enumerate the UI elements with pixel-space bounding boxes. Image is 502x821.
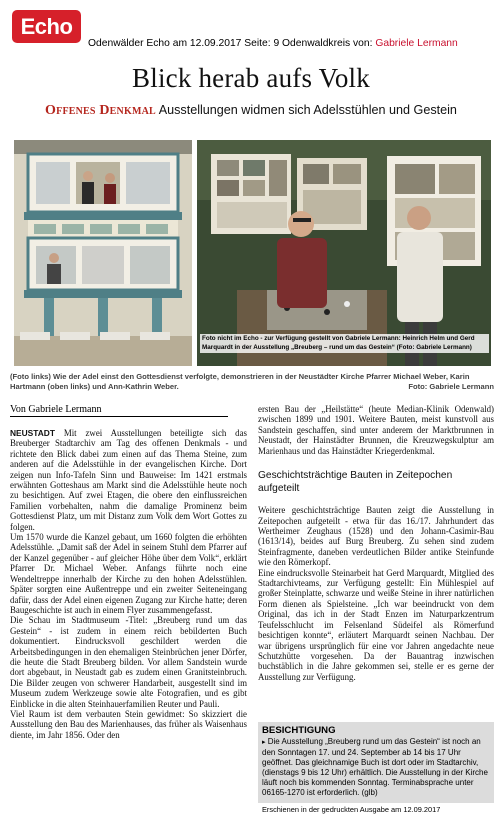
paragraph: ersten Bau der „Heilstätte“ (heute Median-Klinik Odenwald) zwischen 1899 und 1901. Weitere Bauten, meist kunstvoll aus Sandstein geschaffen, sind unter anderem der Marktbrunnen in Neustadt, der Hainstädter Brunnen, die Kreuzwegskulptur am Marienhaus und das Hainstädter Kriegerdenkmal. [258, 404, 494, 456]
info-box-text [262, 737, 490, 799]
section-subheading: Geschichtsträchtige Bauten in Zeitepochen aufgeteilt [258, 470, 453, 494]
kicker: Offenes Denkmal [45, 103, 156, 118]
triangle-marker-icon: ▸ [262, 739, 266, 746]
source-author: Gabriele Lermann [375, 38, 458, 49]
visiting-info-box [258, 722, 494, 803]
dateline: NEUSTADT [10, 428, 55, 438]
photo-exhibition [197, 140, 491, 366]
info-box-title: BESICHTIGUNG [262, 725, 336, 736]
article-column-right [258, 404, 494, 682]
headline: Blick herab aufs Volk [132, 63, 370, 93]
paragraph: Eine eindrucksvolle Steinarbeit hat Gerd Marquardt, Mitglied des Stadtarchivteams, zur Verfügung gestellt: Ein Mühlespiel auf großer Steinplatte, schwarze und weiße Steine in ihrer natürlichen Form dienen als Spielsteine. „Ich war beeindruckt von dem Original, das ich in der Stadt Enzen im Naturparkzentrum Teufelsschlucht im Felsenland Südeifel als Römerfund besichtigen konnte“, erläutert Marquardt seinen Nachbau. Der war übrigens ursprünglich für eine vor Jahren angedachte neue Schutzhütte vorgesehen. Da der Bauantrag inzwischen buchstäblich in die Jahre gekommen sei, stelle er es gerne der Ausstellung zur Verfügung. [258, 567, 494, 682]
subheadline-text: Ausstellungen widmen sich Adelsstühlen und Gestein [155, 103, 457, 117]
paragraph-text: Mit zwei Ausstellungen beteiligte sich das Breuberger Stadtarchiv am Tag des offenen Denkmals - und richtete den Blick dabei zum einen auf das Thema Steine, zum anderen auf die Adelsstühle in der evangelischen Kirche. Dort zeigen nun Info-Tafeln Sinn und Bauweise: Im 1421 erstmals erwähnten Gotteshaus am Markt sind die Adelsstühle heute noch zu besichtigen. Auf zwei Etagen, die obere den einflussreichen Familien vorbehalten, nahm die damalige Prominenz beim Gottesdienst Platz, um mit Distanz zum Volk dem Wort Gottes zu folgen. [10, 428, 247, 532]
paragraph: Weitere geschichtsträchtige Bauten zeigt die Ausstellung in Zeitepochen aufgeteilt - etwa für das 16./17. Jahrhundert das Wertheimer Zeughaus (1528) und den Johann-Casimir-Bau (1613/14), beides auf Burg Breuberg. Zu sehen sind zudem Steinfragmente, daneben verdeutlichen Bilder antike Steinfunde wie den Römerkopf. [258, 505, 494, 568]
paragraph: Um 1570 wurde die Kanzel gebaut, um 1660 folgten die erhöhten Adelsstühle. „Damit saß der Adel in seinem Stuhl dem Pfarrer auf der Kanzel gegenüber - auf gleicher Höhe über dem Volk“, erklärt Pfarrer Dr. Michael Weber. Anfangs führte noch eine Wendeltreppe innerhalb der Kirche zu den hohen Adelsstühlen. Später sorgten eine Außentreppe und ein zweiter Seiteneingang dafür, dass der Adel einen eigenen Zugang zur Kirche hatte; deren Baugeschichte ist auch in einem Flyer zusammengefasst. [10, 532, 247, 615]
photo-church-noble-boxes [14, 140, 192, 366]
exhibition-illustration [197, 140, 491, 366]
subheadline [0, 103, 502, 119]
paragraph [10, 428, 247, 532]
byline: Von Gabriele Lermann [10, 404, 228, 417]
photo-caption [10, 372, 494, 392]
paragraph: Die Schau im Stadtmuseum -Titel: „Breuberg rund um das Gestein“ - ist zudem in einem reich bebilderten Buch dokumentiert. Eindrucksvoll geschildert werden die Arbeitsbedingungen in den ehemaligen Steinbrüchen jener Dörfer, die heute die Stadt Breuberg bilden. Vor allem Sandstein wurde dort abgebaut, in Neustadt gab es zudem einen Granitsteinbruch. Die Bilder zeugen von schwerer Handarbeit, ausgestellt sind im Museum zudem Werkzeuge sowie alte Fotografien, und es gibt Einblicke in die alten Steinhauerfamilien Reuter und Pauli. [10, 615, 247, 709]
info-box-body: Die Ausstellung „Breuberg rund um das Gestein“ ist noch an den Sonntagen 17. und 24. September ab 14 bis 17 Uhr geöffnet. Das gleichnamige Buch ist dort oder im Stadtarchiv, (dienstags 9 bis 12 Uhr) erhältlich. Die Ausstellung in der Kirche läuft noch bis kommenden Sonntag. Terminabsprache unter 06165-1270 ist erforderlich. (glb) [262, 737, 488, 798]
source-prefix: Odenwälder Echo am 12.09.2017 Seite: 9 Odenwaldkreis von: [88, 38, 376, 49]
article-column-left [10, 428, 247, 740]
paragraph: Viel Raum ist dem verbauten Stein gewidmet: So skizziert die Ausstellung den Bau des Marienhauses, das früher als Waisenhaus diente, im Jahr 1856. Oder den [10, 708, 247, 740]
church-illustration [14, 140, 192, 366]
source-line [88, 38, 498, 49]
caption-credit: Foto: Gabriele Lermann [408, 382, 494, 391]
caption-text: (Foto links) Wie der Adel einst den Gottesdienst verfolgte, demonstrieren in der Neustädter Kirche Pfarrer Michael Weber, Karin Hartmann (oben links) und Ann-Kathrin Weber. [10, 372, 470, 391]
echo-logo: Echo [12, 10, 81, 43]
print-edition-note: Erschienen in der gedruckten Ausgabe am 12.09.2017 [262, 805, 441, 814]
photo-credit-overlay: Foto nicht im Echo - zur Verfügung gestellt von Gabriele Lermann: Heinrich Helm und Gerd Marquardt in der Ausstellung „Breuberg – rund um das Gestein“ (Foto: Gabriele Lermann) [200, 334, 489, 353]
